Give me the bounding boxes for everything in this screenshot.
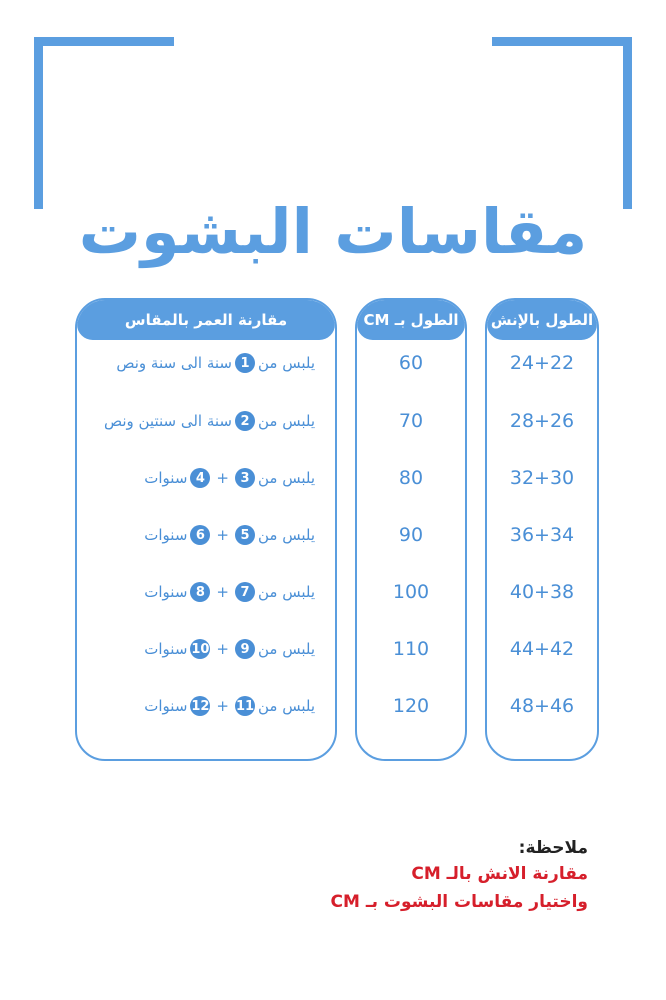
age-number-badge: 7 xyxy=(235,582,255,602)
age-prefix: يلبس من xyxy=(257,583,315,601)
inch-cell: 24+22 xyxy=(509,352,575,374)
age-prefix: يلبس من xyxy=(257,412,315,430)
age-prefix: يلبس من xyxy=(257,526,315,544)
plus-sign: + xyxy=(216,583,229,601)
note-line-2: واختيار مقاسات البشوت بـ CM xyxy=(330,892,588,912)
age-number-badge: 12 xyxy=(190,696,210,716)
plus-sign: + xyxy=(216,469,229,487)
inch-cell: 28+26 xyxy=(509,410,575,432)
inch-column xyxy=(485,298,599,761)
plus-sign: + xyxy=(216,697,229,715)
cm-cell: 100 xyxy=(392,581,430,603)
cm-cell: 110 xyxy=(392,638,430,660)
age-text: سنة الى سنتين ونص xyxy=(103,412,232,430)
age-number-badge: 10 xyxy=(190,639,210,659)
age-number-badge: 5 xyxy=(235,525,255,545)
age-number-badge: 8 xyxy=(190,582,210,602)
inch-cell: 40+38 xyxy=(509,581,575,603)
age-cell xyxy=(77,406,335,436)
age-suffix: سنوات xyxy=(144,526,188,544)
age-number-badge: 3 xyxy=(235,468,255,488)
inch-column-header: الطول بالإنش xyxy=(487,300,597,340)
age-number-badge: 1 xyxy=(235,353,255,373)
note-line-1: مقارنة الانش بالـ CM xyxy=(411,864,588,884)
cm-column xyxy=(355,298,467,761)
age-number-badge: 11 xyxy=(235,696,255,716)
age-cell xyxy=(77,520,335,550)
frame-top-left-vertical xyxy=(34,37,43,209)
frame-top-left-horizontal xyxy=(34,37,174,46)
note-heading: ملاحظة: xyxy=(518,838,588,858)
age-cell xyxy=(77,463,335,493)
inch-cell: 44+42 xyxy=(509,638,575,660)
frame-top-right-horizontal xyxy=(492,37,632,46)
age-suffix: سنوات xyxy=(144,469,188,487)
age-cell xyxy=(77,634,335,664)
frame-top-right-vertical xyxy=(623,37,632,209)
age-text: سنة الى سنة ونص xyxy=(116,354,232,372)
age-cell xyxy=(77,348,335,378)
plus-sign: + xyxy=(216,526,229,544)
age-column-header: مقارنة العمر بالمقاس xyxy=(77,300,335,340)
inch-cell: 48+46 xyxy=(509,695,575,717)
age-column xyxy=(75,298,337,761)
cm-column-header: الطول بـ CM xyxy=(357,300,465,340)
age-prefix: يلبس من xyxy=(257,469,315,487)
age-prefix: يلبس من xyxy=(257,640,315,658)
cm-cell: 70 xyxy=(398,410,424,432)
age-suffix: سنوات xyxy=(144,697,188,715)
cm-cell: 60 xyxy=(398,352,424,374)
age-prefix: يلبس من xyxy=(257,697,315,715)
cm-cell: 120 xyxy=(392,695,430,717)
plus-sign: + xyxy=(216,640,229,658)
age-number-badge: 9 xyxy=(235,639,255,659)
inch-cell: 36+34 xyxy=(509,524,575,546)
cm-cell: 90 xyxy=(398,524,424,546)
age-cell xyxy=(77,577,335,607)
age-number-badge: 2 xyxy=(235,411,255,431)
inch-cell: 32+30 xyxy=(509,467,575,489)
age-suffix: سنوات xyxy=(144,640,188,658)
age-suffix: سنوات xyxy=(144,583,188,601)
age-cell xyxy=(77,691,335,721)
page-title: مقاسات البشوت xyxy=(78,195,588,268)
cm-cell: 80 xyxy=(398,467,424,489)
age-number-badge: 4 xyxy=(190,468,210,488)
age-number-badge: 6 xyxy=(190,525,210,545)
age-prefix: يلبس من xyxy=(257,354,315,372)
